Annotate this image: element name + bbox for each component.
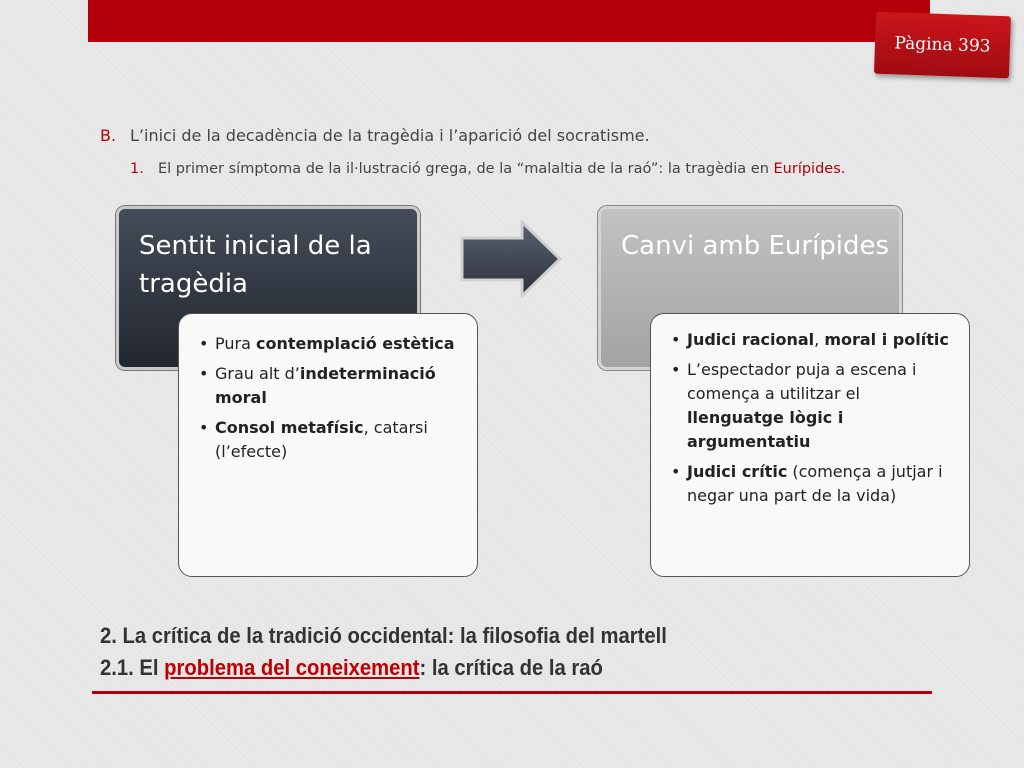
bullet-bold-text: Consol metafísic (215, 418, 364, 437)
outline-item-1 (100, 161, 960, 177)
bullet-bold-text: Judici racional (687, 330, 815, 349)
bullet-text: L’espectador puja a escena i comença a utilitzar el (687, 360, 917, 403)
bullet-text: , catarsi (l’efecte) (215, 418, 428, 461)
bullet-text: , (814, 330, 825, 349)
right-arrow-icon (460, 220, 564, 298)
section-heading (100, 620, 940, 684)
bottom-divider (92, 691, 932, 694)
section-heading-line-1: 2. La crítica de la tradició occidental: la filosofia del martell (100, 623, 667, 648)
list-item (193, 332, 463, 356)
outline-marker-1: 1. (130, 161, 144, 177)
outline-marker-b: B. (100, 126, 117, 145)
outline-text-1-main: El primer símptoma de la il·lustració grega, de la “malaltia de la raó”: la tragèdia en (158, 161, 774, 177)
bullet-text: (comença a jutjar i negar una part de la vida) (687, 462, 943, 505)
list-item (665, 460, 955, 508)
list-item (193, 362, 463, 410)
list-item (665, 358, 955, 454)
page-number-label: Pàgina 393 (894, 33, 991, 57)
outline-item-b (100, 126, 960, 145)
bullet-bold-text: moral i polític (824, 330, 949, 349)
outline-text-b: L’inici de la decadència de la tragèdia i l’aparició del socratisme. (130, 126, 650, 145)
bullet-bold-text: llenguatge lògic i argumentatiu (687, 408, 844, 451)
bullet-bold-text: indeterminació moral (215, 364, 436, 407)
bullet-text: Grau alt d’ (215, 364, 300, 383)
heading-text: : la crítica de la raó (419, 655, 603, 680)
list-item (665, 328, 955, 352)
left-content-box (178, 313, 478, 577)
outline-end-period: . (840, 161, 846, 177)
top-accent-bar (88, 0, 930, 42)
list-item (193, 416, 463, 464)
heading-text: 2.1. El (100, 655, 165, 680)
bullet-bold-text: contemplació estètica (255, 334, 455, 353)
heading-highlight: problema del coneixement (164, 655, 420, 680)
left-bullet-list (193, 332, 463, 464)
right-box-title: Canvi amb Eurípides (621, 231, 890, 261)
right-content-box (650, 313, 970, 577)
page-number-badge (874, 12, 1011, 79)
right-bullet-list (665, 328, 955, 508)
outline-text-1 (158, 161, 845, 177)
bullet-text: Pura (215, 334, 256, 353)
outline (100, 126, 960, 177)
section-heading-line-2 (100, 652, 873, 684)
left-box-title: Sentit inicial de la tragèdia (139, 231, 372, 299)
bullet-bold-text: Judici crític (687, 462, 788, 481)
outline-highlight-euripides: Eurípides (773, 161, 841, 177)
